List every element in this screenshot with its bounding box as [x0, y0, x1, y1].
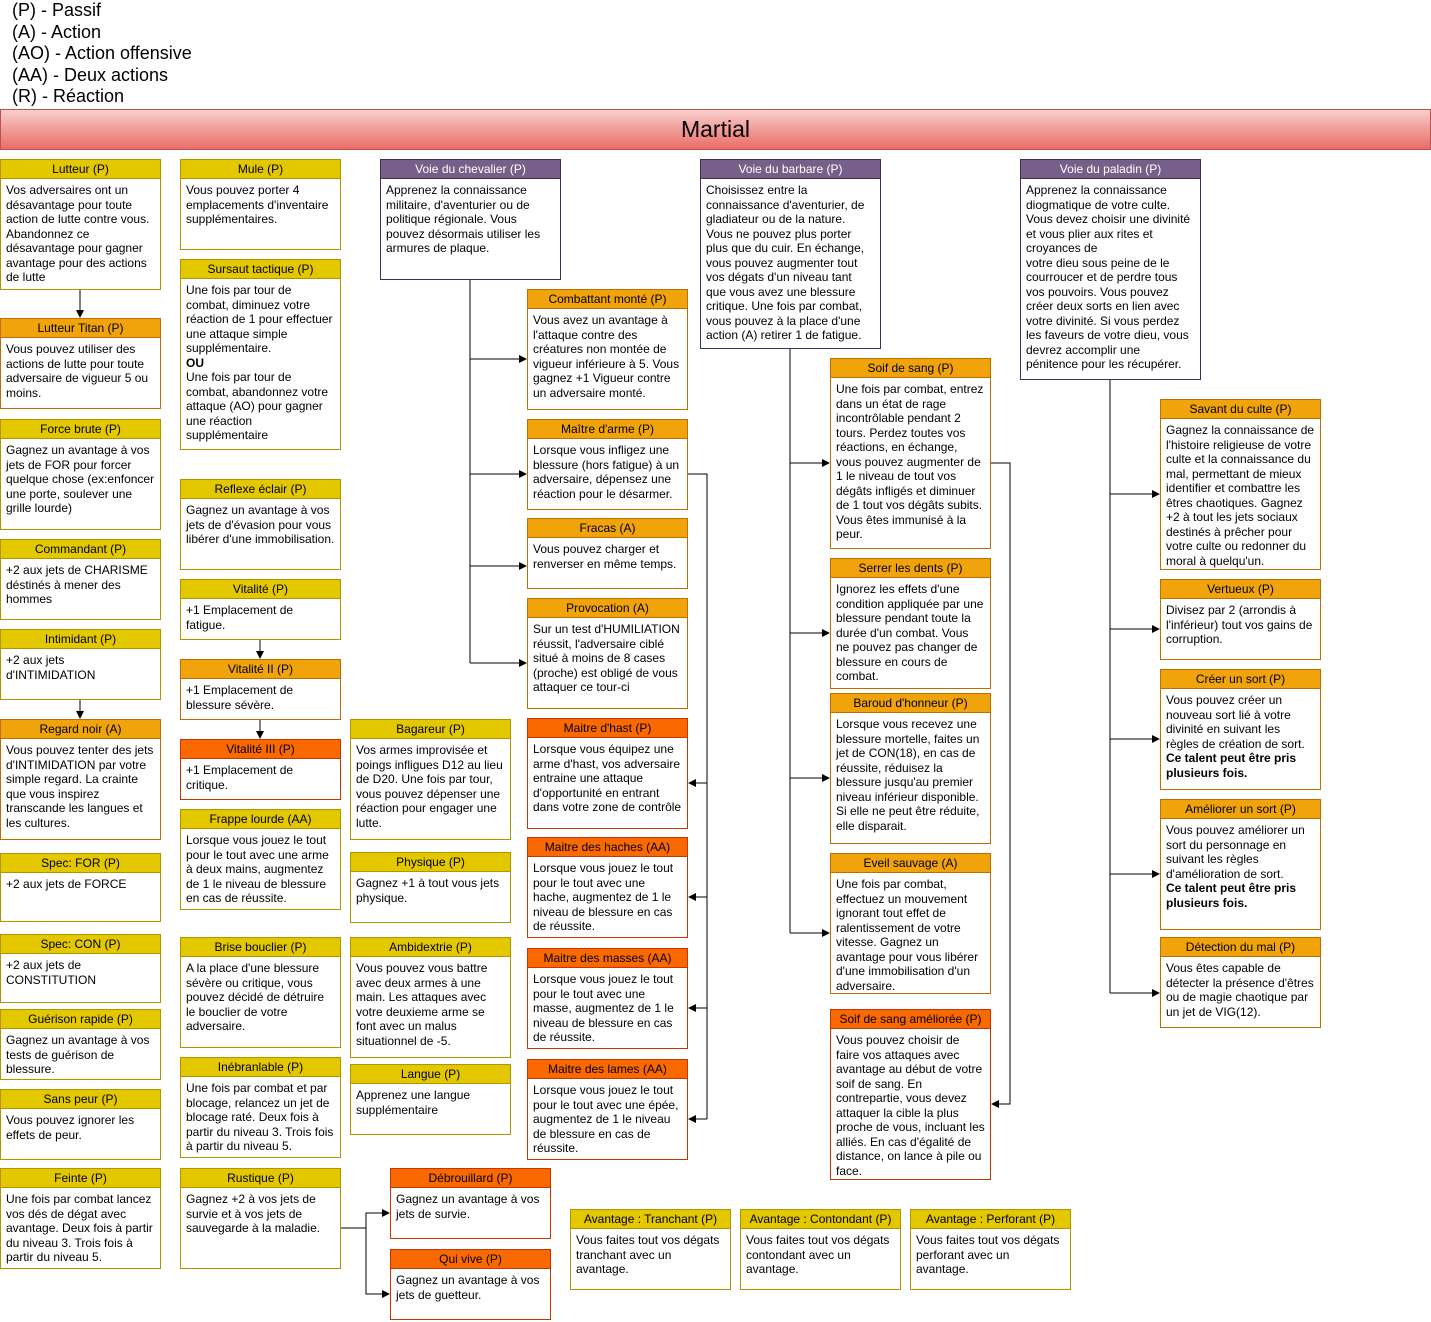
talent-title: Force brute (P)	[1, 420, 160, 439]
talent-note: Ce talent peut être pris plusieurs fois.	[1166, 751, 1297, 780]
talent-ambidextrie	[350, 937, 511, 1058]
talent-title: Brise bouclier (P)	[181, 938, 340, 957]
talent-description: Gagnez un avantage à vos jets de FOR pour forcer quelque chose (ex:enfoncer une porte, soulever une grille lourde)	[6, 443, 155, 515]
talent-debrouillard	[390, 1168, 551, 1239]
talent-rustique	[180, 1168, 341, 1269]
talent-avantage-tranchant	[570, 1209, 731, 1290]
talent-description: Apprenez la connaissance militaire, d'aventurier ou de politique régionale. Vous pouvez désormais utiliser les armures de plaque.	[386, 183, 541, 255]
talent-description: Une fois par combat et par blocage, relancez un jet de blocage raté. Deux fois à partir du niveau 3. Trois fois à partir du niveau 5.	[186, 1081, 334, 1153]
talent-title: Qui vive (P)	[391, 1250, 550, 1269]
talent-baroud-honneur	[830, 693, 991, 844]
talent-detection-mal	[1160, 937, 1321, 1028]
talent-feinte	[0, 1168, 161, 1269]
talent-vertueux	[1160, 579, 1321, 660]
connector-rustique-qui-vive	[366, 1228, 389, 1294]
talent-title: Créer un sort (P)	[1161, 670, 1320, 689]
talent-combattant-monte	[527, 289, 688, 410]
talent-spec-for	[0, 853, 161, 922]
talent-description: Sur un test d'HUMILIATION réussit, l'adversaire ciblé situé à moins de 8 cases (proche) est obligé de vous attaquer ce tour-ci	[533, 622, 680, 694]
talent-regard-noir	[0, 719, 161, 840]
talent-guerison-rapide	[0, 1009, 161, 1080]
talent-description: Vous avez un avantage à l'attaque contre des créatures non montée de vigueur inférieure à 5. Vous gagnez +1 Vigueur contre un adversaire monté.	[533, 313, 680, 400]
talent-description: Apprenez la connaissance diogmatique de votre culte. Vous devez choisir une divinité et vous plier aux rites et croyances de votre dieu sous peine de le courroucer et de perdre tous vos pouvoirs. Vous pouvez créer deux sorts en lien avec votre divinité. Si vous perdez les faveurs de votre dieu, vous devrez accomplir une pénitence pour les récupérer.	[1026, 183, 1191, 371]
talent-avantage-contondant	[740, 1209, 901, 1290]
talent-title: Maitre d'hast (P)	[528, 719, 687, 738]
talent-description-alt: Une fois par tour de combat, abandonnez votre attaque (AO) pour gagner une réaction supplémentaire	[186, 370, 329, 442]
connector-maitre-arme-trunk	[688, 474, 707, 1119]
talent-qui-vive	[390, 1249, 551, 1320]
talent-description: Gagnez un avantage à vos tests de guérison de blessure.	[6, 1033, 150, 1076]
talent-title: Regard noir (A)	[1, 720, 160, 739]
talent-title: Débrouillard (P)	[391, 1169, 550, 1188]
talent-description: Vous faites tout vos dégats contondant avec un avantage.	[746, 1233, 890, 1276]
talent-description: Gagnez +1 à tout vous jets physique.	[356, 876, 500, 905]
talent-title: Eveil sauvage (A)	[831, 854, 990, 873]
talent-title: Lutteur (P)	[1, 160, 160, 179]
talent-title: Inébranlable (P)	[181, 1058, 340, 1077]
talent-title: Améliorer un sort (P)	[1161, 800, 1320, 819]
talent-description: +1 Emplacement de critique.	[186, 763, 294, 792]
talent-vitalite-3	[180, 739, 341, 800]
talent-title: Savant du culte (P)	[1161, 400, 1320, 419]
talent-description: Vous faites tout vos dégats perforant avec un avantage.	[916, 1233, 1060, 1276]
talent-description: Lorsque vous jouez le tout pour le tout avec une épée, augmentez de 1 le niveau de blessure en cas de réussite.	[533, 1083, 679, 1155]
talent-description: Lorsque vous jouez le tout pour le tout avec une arme à deux mains, augmentez de 1 le niveau de blessure en cas de réussite.	[186, 833, 329, 905]
talent-description: Vous êtes capable de détecter la présence d'êtres ou de magie chaotique par un jet de VIG(12).	[1166, 961, 1314, 1019]
talent-title: Voie du paladin (P)	[1021, 160, 1200, 179]
talent-title: Vitalité (P)	[181, 580, 340, 599]
legend-deux-actions: (AA) - Deux actions	[12, 64, 169, 85]
talent-description: Vous faites tout vos dégats tranchant avec un avantage.	[576, 1233, 720, 1276]
talent-title: Soif de sang améliorée (P)	[831, 1010, 990, 1029]
talent-commandant	[0, 539, 161, 620]
talent-title: Physique (P)	[351, 853, 510, 872]
talent-description: Choisissez entre la connaissance d'aventurier, de gladiateur ou de la nature. Vous ne pouvez plus porter plus que du cuir. En échange, vous pouvez augmenter tout vos dégats d'un niveau tant que vous avez une blessure critique. Une fois par combat, vous pouvez à la place d'une action (A) retirer 1 de fatigue.	[706, 183, 865, 342]
talent-title: Bagareur (P)	[351, 720, 510, 739]
talent-title: Feinte (P)	[1, 1169, 160, 1188]
talent-title: Intimidant (P)	[1, 630, 160, 649]
talent-maitre-haches	[527, 837, 688, 938]
talent-description: +2 aux jets de CONSTITUTION	[6, 958, 96, 987]
talent-reflexe-eclair	[180, 479, 341, 570]
banner-title: Martial	[680, 116, 750, 142]
talent-description: Lorsque vous infligez une blessure (hors fatigue) à un adversaire, dépensez une réaction pour le désarmer.	[533, 443, 680, 501]
talent-force-brute	[0, 419, 161, 530]
talent-title: Fracas (A)	[528, 519, 687, 538]
talent-title: Détection du mal (P)	[1161, 938, 1320, 957]
legend-action: (A) - Action	[12, 21, 102, 42]
talent-note: Ce talent peut être pris plusieurs fois.	[1166, 881, 1297, 910]
talent-title: Provocation (A)	[528, 599, 687, 618]
talent-title: Rustique (P)	[181, 1169, 340, 1188]
talent-description: Lorsque vous jouez le tout pour le tout avec une hache, augmentez de 1 le niveau de blessure en cas de réussite.	[533, 861, 674, 933]
talent-title: Ambidextrie (P)	[351, 938, 510, 957]
talent-ou: OU	[186, 355, 204, 370]
talent-maitre-masses	[527, 948, 688, 1049]
talent-title: Mule (P)	[181, 160, 340, 179]
talent-title: Vertueux (P)	[1161, 580, 1320, 599]
talent-title: Spec: CON (P)	[1, 935, 160, 954]
talent-mule	[180, 159, 341, 250]
talent-title: Maître d'arme (P)	[528, 420, 687, 439]
talent-title: Voie du barbare (P)	[701, 160, 880, 179]
talent-title: Serrer les dents (P)	[831, 559, 990, 578]
talent-title: Combattant monté (P)	[528, 290, 687, 309]
talent-spec-con	[0, 934, 161, 1003]
legend-reaction: (R) - Réaction	[12, 86, 125, 106]
talent-description: Une fois par combat lancez vos dés de dégat avec avantage. Deux fois à partir du niveau 3. Trois fois à partir du niveau 5.	[6, 1192, 153, 1264]
connector-rustique-debrouillard	[366, 1213, 389, 1228]
talent-title: Guérison rapide (P)	[1, 1010, 160, 1029]
talent-title: Maitre des masses (AA)	[528, 949, 687, 968]
talent-description: +2 aux jets d'INTIMIDATION	[6, 653, 96, 682]
talent-description: Vos armes improvisée et poings infligues D12 au lieu de D20. Une fois par tour, vous pouvez dépenser une réaction pour engager une lutte.	[356, 743, 503, 830]
talent-title: Lutteur Titan (P)	[1, 319, 160, 338]
talent-description: Vous pouvez ignorer les effets de peur.	[6, 1113, 135, 1142]
talent-description: Gagnez un avantage à vos jets de survie.	[396, 1192, 540, 1221]
legend	[12, 0, 192, 108]
talent-description: Vous pouvez utiliser des actions de lutte pour toute adversaire de vigueur 5 ou moins.	[6, 342, 149, 400]
talent-brise-bouclier	[180, 937, 341, 1048]
talent-soif-de-sang	[830, 358, 991, 549]
martial-banner	[0, 109, 1431, 150]
legend-action-offensive: (AO) - Action offensive	[12, 43, 192, 63]
talent-description: Lorsque vous équipez une arme d'hast, vos adversaire entraine une attaque d'opportunité en entrant dans votre zone de contrôle	[533, 742, 682, 814]
talent-soif-de-sang-amelioree	[830, 1009, 991, 1180]
talent-title: Reflexe éclair (P)	[181, 480, 340, 499]
talent-description: Vous pouvez tenter des jets d'INTIMIDATION par votre simple regard. La crainte que vous inspirez transcande les langues et les cultures.	[6, 743, 154, 830]
talent-description: Lorsque vous jouez le tout pour le tout avec une masse, augmentez de 1 le niveau de blessure en cas de réussite.	[533, 972, 674, 1044]
talent-description: +1 Emplacement de fatigue.	[186, 603, 294, 632]
talent-maitre-hast	[527, 718, 688, 829]
talent-title: Commandant (P)	[1, 540, 160, 559]
talent-eveil-sauvage	[830, 853, 991, 994]
voie-barbare	[700, 159, 881, 349]
talent-title: Soif de sang (P)	[831, 359, 990, 378]
talent-ameliorer-sort	[1160, 799, 1321, 930]
talent-title: Maitre des lames (AA)	[528, 1060, 687, 1079]
talent-description: Gagnez un avantage à vos jets de guetteur.	[396, 1273, 540, 1302]
talent-vitalite	[180, 579, 341, 640]
talent-maitre-lames	[527, 1059, 688, 1160]
talent-description: Ignorez les effets d'une condition appliquée par une blessure pendant toute la durée d'un combat. Vous ne pouvez pas changer de blessure en cours de combat.	[836, 582, 984, 683]
talent-title: Avantage : Tranchant (P)	[571, 1210, 730, 1229]
talent-description: Vous pouvez choisir de faire vos attaques avec avantage au début de votre soif de sang. En contrepartie, vous devez attaquer la cible la plus proche de vous, incluant les alliés. En cas d'égalité de distance, on lance à pile ou face.	[836, 1033, 985, 1178]
voie-chevalier	[380, 159, 561, 280]
talent-title: Frappe lourde (AA)	[181, 810, 340, 829]
talent-title: Vitalité II (P)	[181, 660, 340, 679]
voie-paladin	[1020, 159, 1201, 380]
talent-langue	[350, 1064, 511, 1135]
talent-description: Vous pouvez améliorer un sort du personnage en suivant les règles d'amélioration de sort.	[1166, 823, 1305, 881]
talent-description: Gagnez la connaissance de l'histoire religieuse de votre culte et la connaissance du mal, permettant de mieux identifier et combattre les êtres chaotiques. Gagnez +2 à tout les jets sociaux destinés à prêcher pour votre culte ou redonner du moral à quelqu'un.	[1166, 423, 1315, 568]
talent-description: Vos adversaires ont un désavantage pour toute action de lutte contre vous. Abandonnez ce désavantage pour gagner avantage pour des actions de lutte	[6, 183, 150, 284]
talent-avantage-perforant	[910, 1209, 1071, 1290]
talent-description: Une fois par combat, effectuez un mouvement ignorant tout effet de ralentissement de votre vitesse. Gagnez un avantage pour vous libérer d'une immobilisation d'un adversaire.	[836, 877, 979, 993]
talent-intimidant	[0, 629, 161, 700]
legend-passif: (P) - Passif	[12, 0, 102, 20]
talent-title: Baroud d'honneur (P)	[831, 694, 990, 713]
talent-title: Avantage : Contondant (P)	[741, 1210, 900, 1229]
talent-lutteur	[0, 159, 161, 290]
talent-description: +1 Emplacement de blessure sévère.	[186, 683, 294, 712]
talent-lutteur-titan	[0, 318, 161, 409]
talent-provocation	[527, 598, 688, 709]
talent-description: +2 aux jets de FORCE	[6, 877, 127, 891]
talent-description: Gagnez +2 à vos jets de survie et à vos jets de sauvegarde à la maladie.	[186, 1192, 321, 1235]
talent-description: Vous pouvez créer un nouveau sort lié à votre divinité en suivant les règles de création de sort.	[1166, 693, 1305, 751]
talent-description: A la place d'une blessure sévère ou critique, vous pouvez décidé de détruire le bouclier de votre adversaire.	[186, 961, 325, 1033]
talent-serrer-les-dents	[830, 558, 991, 689]
talent-description: Vous pouvez vous battre avec deux armes à une main. Les attaques avec votre deuxieme arme se font avec un malus situationnel de -5.	[356, 961, 488, 1048]
talent-title: Avantage : Perforant (P)	[911, 1210, 1070, 1229]
talent-description: Apprenez une langue supplémentaire	[356, 1088, 471, 1117]
talent-title: Maitre des haches (AA)	[528, 838, 687, 857]
talent-title: Langue (P)	[351, 1065, 510, 1084]
talent-savant-culte	[1160, 399, 1321, 570]
talent-physique	[350, 852, 511, 923]
talent-frappe-lourde	[180, 809, 341, 910]
talent-description: Une fois par tour de combat, diminuez votre réaction de 1 pour effectuer une attaque simple supplémentaire.	[186, 283, 333, 355]
talent-title: Sans peur (P)	[1, 1090, 160, 1109]
talent-description: Lorsque vous recevez une blessure mortelle, faites un jet de CON(18), en cas de réussite, réduisez la blessure jusqu'au premier niveau inférieur disponible. Si elle ne peut être réduite, elle disparait.	[836, 717, 980, 833]
talent-inebranlable	[180, 1057, 341, 1158]
talent-title: Sursaut tactique (P)	[181, 260, 340, 279]
talent-description: Vous pouvez porter 4 emplacements d'inventaire supplémentaires.	[186, 183, 329, 226]
talent-bagareur	[350, 719, 511, 840]
talent-creer-sort	[1160, 669, 1321, 790]
talent-description: Gagnez un avantage à vos jets de d'évasion pour vous libérer d'une immobilisation.	[186, 503, 335, 546]
talent-description: Vous pouvez charger et renverser en même temps.	[533, 542, 677, 571]
talent-maitre-arme	[527, 419, 688, 510]
talent-sans-peur	[0, 1089, 161, 1160]
talent-sursaut-tactique	[180, 259, 341, 450]
talent-title: Voie du chevalier (P)	[381, 160, 560, 179]
talent-title: Vitalité III (P)	[181, 740, 340, 759]
talent-title: Spec: FOR (P)	[1, 854, 160, 873]
connector-soif-amelioree	[991, 463, 1010, 1104]
talent-vitalite-2	[180, 659, 341, 720]
talent-description: Divisez par 2 (arrondis à l'inférieur) tout vos gains de corruption.	[1166, 603, 1313, 646]
talent-description: Une fois par combat, entrez dans un état de rage incontrôlable pendant 2 tours. Perdez toutes vos réactions, en échange, vous pouvez augmenter de 1 le niveau de tout vos dégâts infligés et diminuer de 1 tout vos dégâts subits. Vous êtes immunisé à la peur.	[836, 382, 984, 541]
talent-fracas	[527, 518, 688, 589]
talent-description: +2 aux jets de CHARISME déstinés à mener des hommes	[6, 563, 148, 606]
